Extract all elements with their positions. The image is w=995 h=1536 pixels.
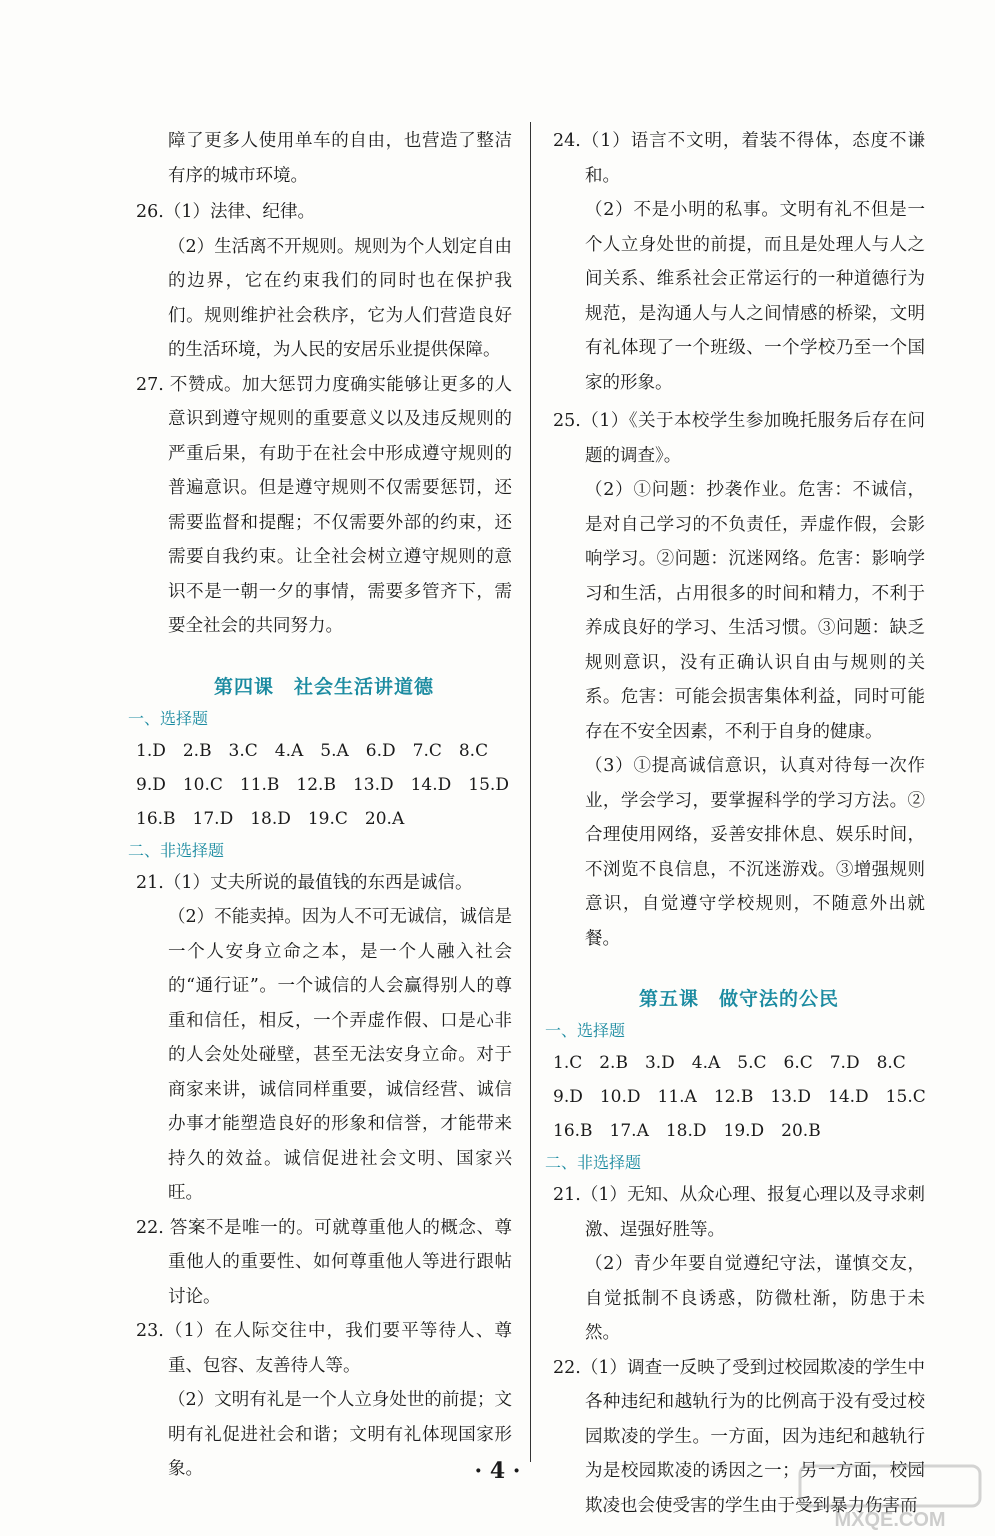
left-column: [128, 124, 512, 1487]
choice-answers-row-1: 1.C 2.B 3.D 4.A 5.C 6.C 7.D 8.C: [553, 1053, 906, 1073]
section-nonchoice: 二、非选择题: [128, 840, 225, 860]
answer-23-2: （2）文明有礼是一个人立身处世的前提；文明有礼促进社会和谐；文明有礼体现国家形象。: [168, 1390, 512, 1479]
choice-answers-row-2: 9.D 10.C 11.B 12.B 13.D 14.D 15.D: [136, 774, 509, 795]
answer-25-1: 25.（1）《关于本校学生参加晚托服务后存在问题的调查》。: [553, 411, 925, 466]
answer-text: 障了更多人使用单车的自由，也营造了整洁有序的城市环境。: [168, 131, 512, 186]
answer-26-2: （2）生活离不开规则。规则为个人划定自由的边界，它在约束我们的同时也在保护我们。规则维护社会秩序，它为人们营造良好的生活环境，为人民的安居乐业提供保障。: [168, 236, 512, 360]
answer-23-1: 23.（1）在人际交往中，我们要平等待人、尊重、包容、友善待人等。: [136, 1321, 512, 1376]
right-column: [545, 124, 926, 1523]
answer-21-1: 21.（1）丈夫所说的最值钱的东西是诚信。: [136, 872, 473, 893]
lesson-4-title: 第四课 社会生活讲道德: [213, 675, 434, 698]
answer-26-1: 26.（1）法律、纪律。: [136, 202, 315, 222]
choice-answers-row-3: 16.B 17.D 18.D 19.C 20.A: [136, 808, 405, 829]
section-choice: 一、选择题: [128, 708, 209, 728]
answer-24-2: （2）不是小明的私事。文明有礼不但是一个人立身处世的前提，而且是处理人与人之间关系、维系社会正常运行的一种道德行为规范，是沟通人与人之间情感的桥梁，文明有礼体现了一个班级、一个学校乃至一个国家的形象。: [585, 200, 925, 393]
answer-25-3: （3）①提高诚信意识，认真对待每一次作业，学会学习，要掌握科学的学习方法。②合理使用网络，妥善安排休息、娱乐时间，不浏览不良信息，不沉迷游戏。③增强规则意识，自觉遵守学校规则，不随意外出就餐。: [585, 756, 925, 949]
answer-27: 27. 不赞成。加大惩罚力度确实能够让更多的人意识到遵守规则的重要意义以及违反规则的严重后果，有助于在社会中形成遵守规则的普遍意识。但是遵守规则不仅需要惩罚，还需要监督和提醒；不仅需要外部的约束，还需要自我约束。让全社会树立遵守规则的意识不是一朝一夕的事情，需要多管齐下，需要全社会的共同努力。: [136, 374, 512, 636]
answer-25-2: （2）①问题：抄袭作业。危害：不诚信，是对自己学习的不负责任，弄虚作假，会影响学习。②问题：沉迷网络。危害：影响学习和生活，占用很多的时间和精力，不利于养成良好的学习、生活习惯。③问题：缺乏规则意识，没有正确认识自由与规则的关系。危害：可能会损害集体利益，同时可能存在不安全因素，不利于自身的健康。: [585, 480, 925, 742]
lesson-5-title: 第五课 做守法的公民: [638, 988, 839, 1010]
section-choice: 一、选择题: [545, 1021, 626, 1040]
answer-24-1: 24.（1）语言不文明，着装不得体，态度不谦和。: [553, 131, 925, 186]
answer-21-2: （2）青少年要自觉遵纪守法，谨慎交友，自觉抵制不良诱惑，防微杜渐，防患于未然。: [585, 1254, 925, 1343]
choice-answers-row-1: 1.D 2.B 3.C 4.A 5.A 6.D 7.C 8.C: [136, 740, 489, 761]
section-nonchoice: 二、非选择题: [545, 1153, 642, 1172]
answer-21-2: （2）不能卖掉。因为人不可无诚信，诚信是一个人安身立命之本，是一个人融入社会的“通行证”。一个诚信的人会赢得别人的尊重和信任，相反，一个弄虚作假、口是心非的人会处处碰壁，甚至无法安身立命。对于商家来讲，诚信同样重要，诚信经营、诚信办事才能塑造良好的形象和信誉，才能带来持久的效益。诚信促进社会文明、国家兴旺。: [168, 907, 512, 1203]
choice-answers-row-2: 9.D 10.D 11.A 12.B 13.D 14.D 15.C: [553, 1087, 926, 1107]
page-number: · 4 ·: [474, 1458, 521, 1484]
choice-answers-row-3: 16.B 17.A 18.D 19.D 20.B: [553, 1121, 821, 1141]
answer-22-1: 22.（1）调查一反映了受到过校园欺凌的学生中各种违纪和越轨行为的比例高于没有受过校园欺凌的学生。一方面，因为违纪和越轨行为是校园欺凌的诱因之一；另一方面，校园欺凌也会使受害的学生由于受到暴力伤害而: [553, 1357, 925, 1516]
answer-22: 22. 答案不是唯一的。可就尊重他人的概念、尊重他人的重要性、如何尊重他人等进行跟帖讨论。: [136, 1217, 512, 1307]
watermark-logo: [790, 1462, 990, 1532]
answer-21-1: 21.（1）无知、从众心理、报复心理以及寻求刺激、逞强好胜等。: [553, 1185, 925, 1240]
column-divider: [530, 122, 531, 1462]
watermark-text: MXQE.COM: [834, 1509, 946, 1531]
